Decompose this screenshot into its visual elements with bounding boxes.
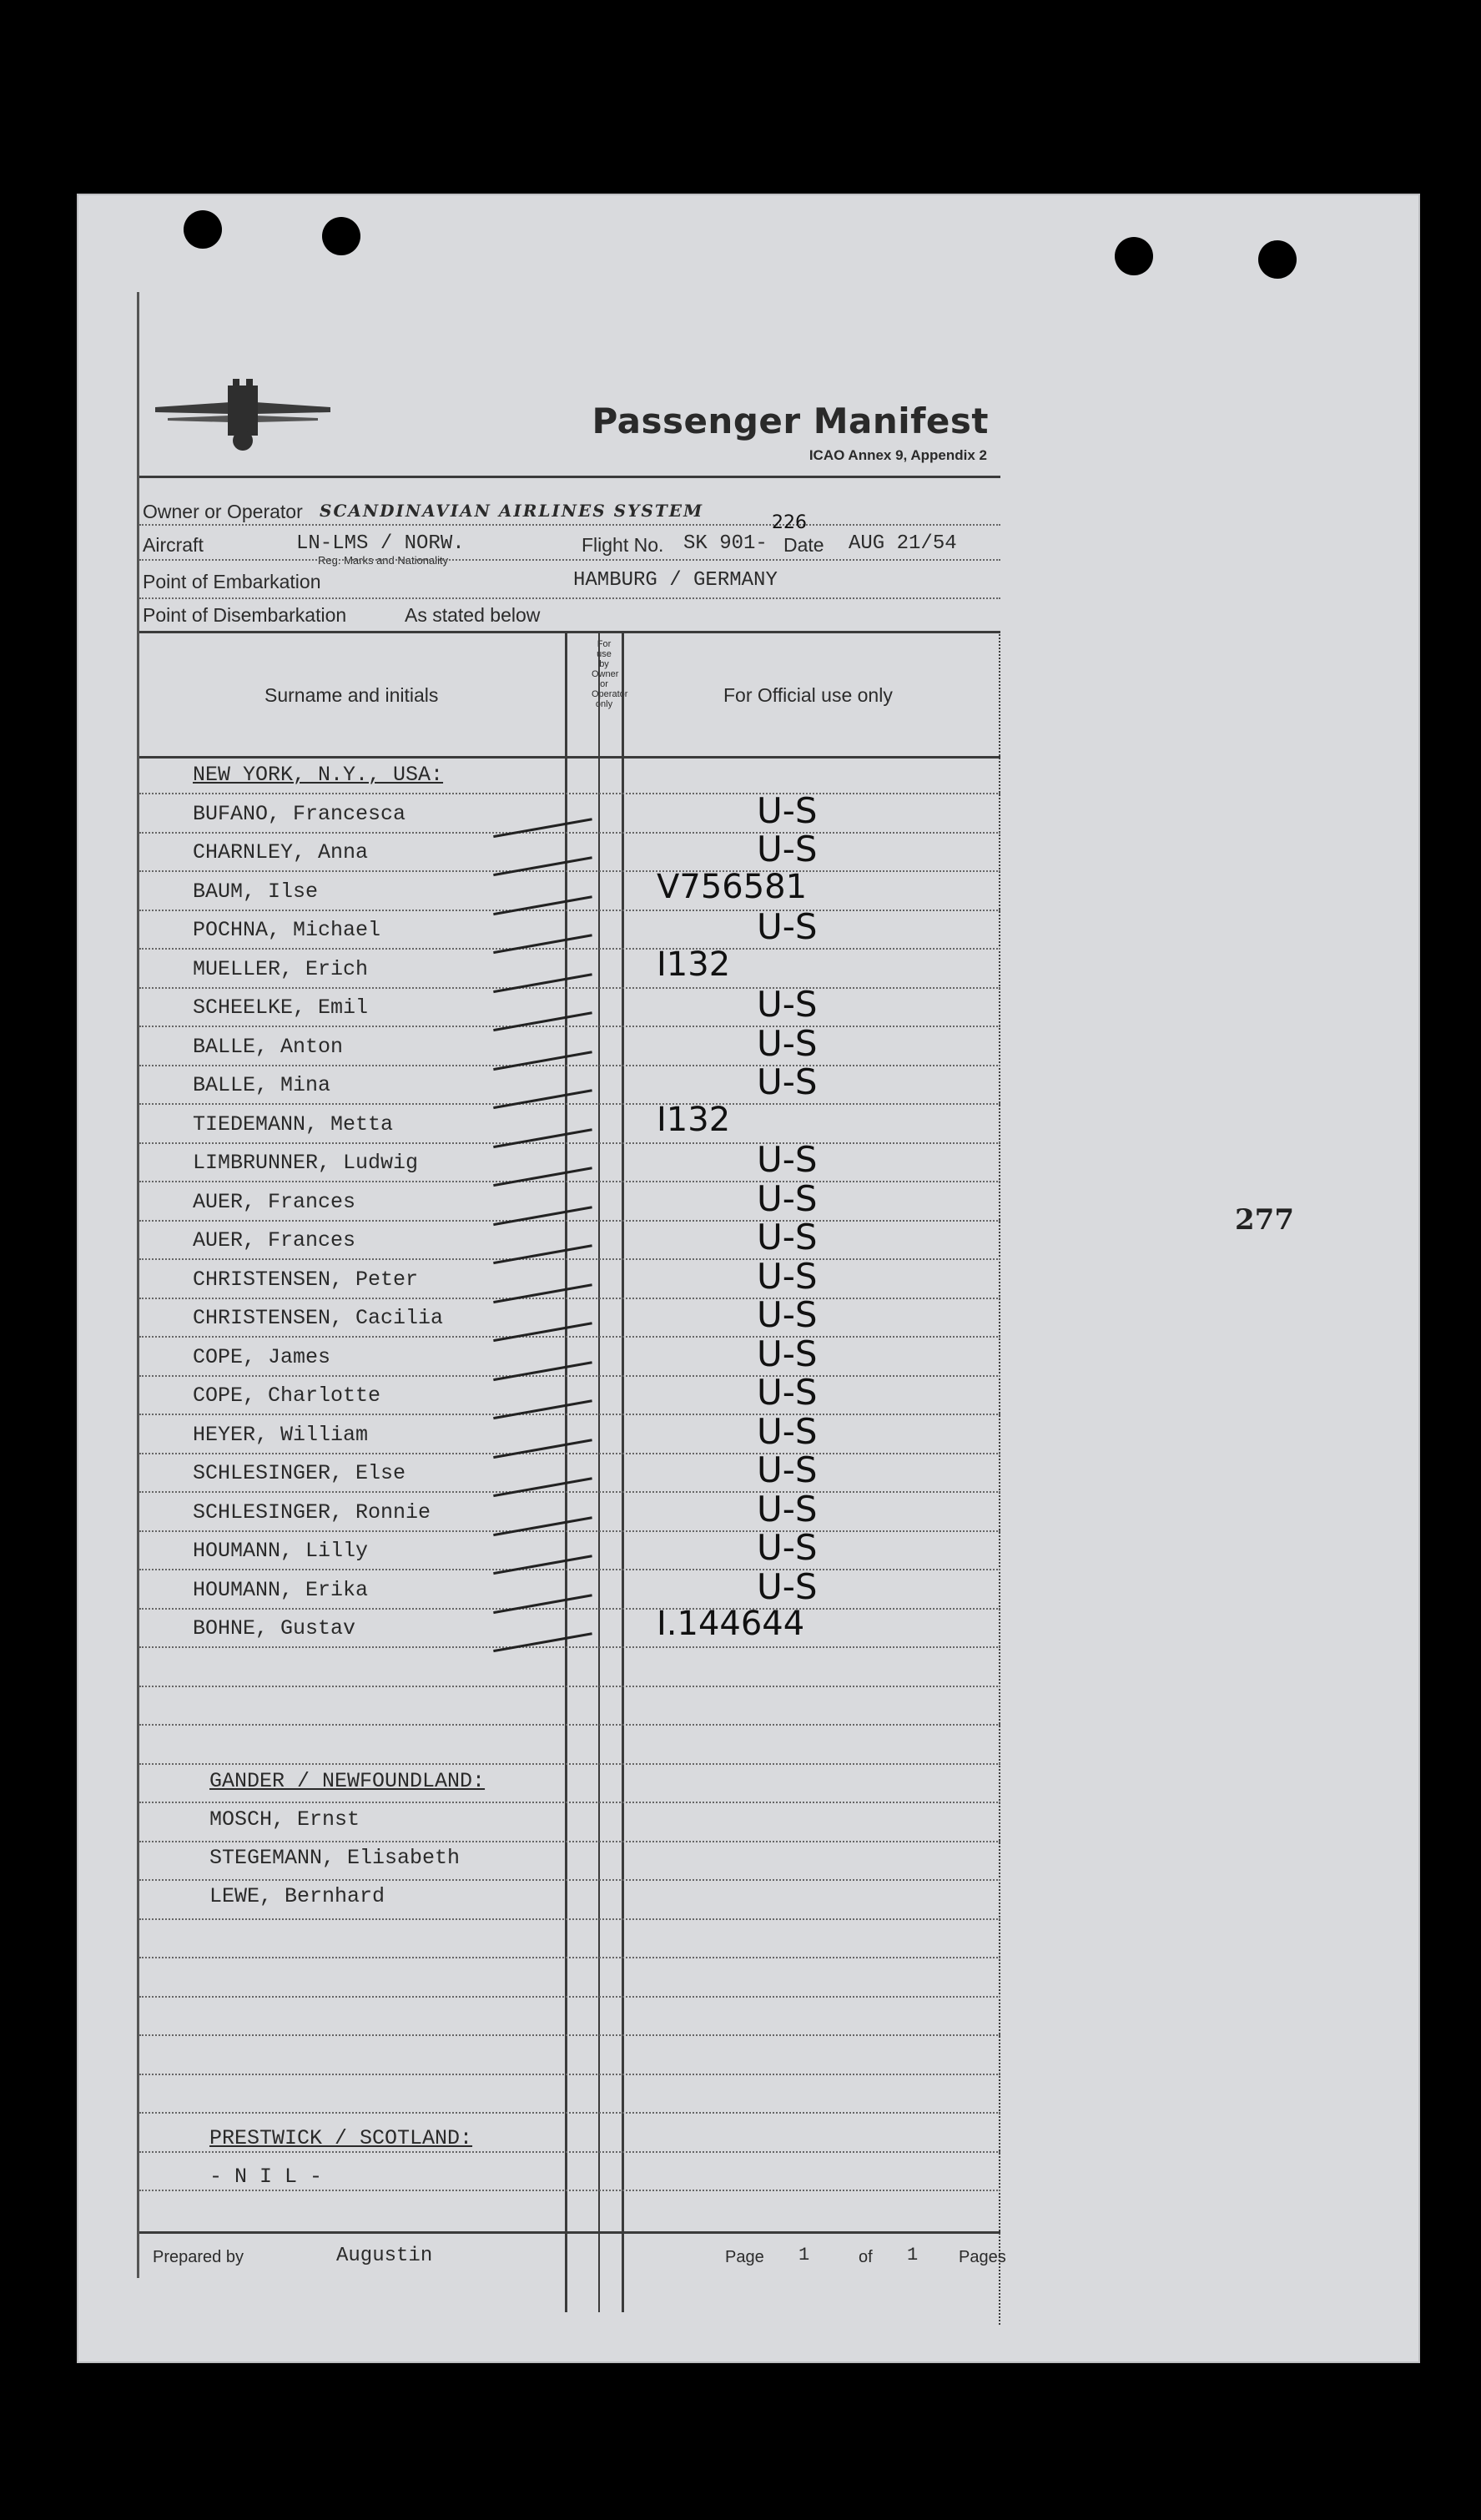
passenger-name: HOUMANN, Erika: [193, 1577, 369, 1602]
row-rule: [139, 1879, 1000, 1881]
passenger-name: MUELLER, Erich: [193, 956, 369, 981]
column-header-owner-use: For use by Owner or Operator only: [592, 639, 628, 709]
owner-label: Owner or Operator: [143, 501, 303, 522]
of-value: 1: [907, 2245, 919, 2265]
passenger-name: LEWE, Bernhard: [209, 1884, 385, 1908]
passenger-name: MOSCH, Ernst: [209, 1807, 360, 1832]
official-mark: U-S: [757, 1410, 818, 1452]
row-rule: [139, 1763, 1000, 1765]
row-rule: [139, 1686, 1000, 1687]
official-mark: I.144644: [657, 1605, 805, 1643]
airline-logo: [151, 372, 335, 456]
official-mark: U-S: [757, 1139, 818, 1180]
embark-label: Point of Embarkation: [143, 571, 321, 592]
passenger-name: CHRISTENSEN, Peter: [193, 1267, 419, 1292]
prepared-label: Prepared by: [153, 2248, 244, 2266]
passenger-name: BAUM, Ilse: [193, 879, 319, 904]
destination-heading: PRESTWICK / SCOTLAND:: [209, 2126, 473, 2150]
passenger-name: STEGEMANN, Elisabeth: [209, 1846, 461, 1870]
form-title: Passenger Manifest: [592, 401, 989, 441]
official-mark: U-S: [757, 1177, 818, 1219]
date-label: Date: [783, 534, 824, 556]
passenger-name: BOHNE, Gustav: [193, 1616, 356, 1641]
row-rule: [139, 2151, 1000, 2153]
official-mark: U-S: [757, 1449, 818, 1490]
divider: [139, 756, 1000, 759]
passenger-name: TIEDEMANN, Metta: [193, 1111, 394, 1137]
row-rule: [139, 1918, 1000, 1920]
aircraft-value: LN-LMS / NORW.: [296, 532, 465, 555]
passenger-name: SCHLESINGER, Ronnie: [193, 1499, 431, 1525]
punch-hole: [1115, 237, 1153, 275]
official-mark: U-S: [757, 829, 818, 869]
official-mark: U-S: [757, 1294, 818, 1335]
row-rule: [139, 1996, 1000, 1998]
official-mark: I132: [657, 1100, 731, 1139]
official-mark: U-S: [757, 984, 818, 1025]
embark-value: HAMBURG / GERMANY: [573, 569, 778, 592]
column-rule: [999, 631, 1000, 2325]
passenger-name: BALLE, Anton: [193, 1034, 344, 1059]
passenger-name: AUER, Frances: [193, 1228, 356, 1252]
official-mark: U-S: [757, 1488, 818, 1530]
passenger-name: LIMBRUNNER, Ludwig: [193, 1151, 419, 1175]
column-header-official: For Official use only: [723, 684, 893, 706]
passenger-name: HOUMANN, Lilly: [193, 1539, 369, 1563]
passenger-name: - N I L -: [209, 2165, 323, 2189]
official-mark: U-S: [757, 1061, 818, 1102]
aircraft-label: Aircraft: [143, 534, 204, 556]
disembark-label: Point of Disembarkation: [143, 604, 347, 626]
passenger-name: SCHLESINGER, Else: [193, 1461, 406, 1485]
row-rule: [139, 1957, 1000, 1958]
divider: [139, 524, 1000, 526]
row-rule: [139, 1724, 1000, 1726]
stamp-number: 277: [1235, 1203, 1294, 1237]
passenger-name: CHARNLEY, Anna: [193, 840, 369, 864]
punch-hole: [184, 210, 222, 249]
row-rule: [139, 1646, 1000, 1648]
reg-note: Reg. Marks and Nationality: [318, 554, 449, 567]
row-rule: [139, 2074, 1000, 2075]
passenger-name: CHRISTENSEN, Cacilia: [193, 1306, 444, 1330]
official-mark: I132: [657, 945, 731, 984]
form-subtitle: ICAO Annex 9, Appendix 2: [809, 447, 987, 463]
row-rule: [139, 1841, 1000, 1842]
owner-value: SCANDINAVIAN AIRLINES SYSTEM: [320, 501, 704, 521]
column-rule: [598, 631, 600, 2312]
prepared-value: Augustin: [336, 2245, 433, 2267]
of-label: of: [859, 2248, 873, 2266]
divider: [139, 2231, 1000, 2234]
date-value: AUG 21/54: [849, 532, 957, 555]
row-rule: [139, 2034, 1000, 2036]
row-rule: [139, 2190, 1000, 2191]
punch-hole: [1258, 240, 1297, 279]
manifest-sheet: [77, 194, 1420, 2363]
row-rule: [139, 1802, 1000, 1803]
official-mark: U-S: [757, 906, 818, 947]
official-mark: U-S: [757, 1527, 818, 1568]
pages-label: Pages: [959, 2248, 1006, 2266]
flight-label: Flight No.: [582, 534, 664, 556]
passenger-name: AUER, Frances: [193, 1189, 356, 1214]
official-mark: U-S: [757, 1333, 818, 1374]
passenger-name: BUFANO, Francesca: [193, 801, 406, 826]
passenger-name: HEYER, William: [193, 1422, 369, 1447]
column-header-surname: Surname and initials: [264, 684, 439, 706]
official-mark: U-S: [757, 789, 818, 831]
passenger-name: SCHEELKE, Emil: [193, 995, 369, 1020]
flight-handwritten: 226: [772, 512, 807, 533]
destination-heading: GANDER / NEWFOUNDLAND:: [209, 1769, 486, 1793]
official-mark: U-S: [757, 1255, 818, 1297]
official-mark: V756581: [657, 867, 808, 906]
flight-value: SK 901-: [683, 532, 768, 555]
official-mark: U-S: [757, 1372, 818, 1413]
official-mark: U-S: [757, 1217, 818, 1257]
passenger-name: POCHNA, Michael: [193, 918, 381, 942]
page-label: Page: [725, 2248, 764, 2266]
official-mark: U-S: [757, 1022, 818, 1064]
punch-hole: [322, 217, 360, 255]
passenger-name: COPE, Charlotte: [193, 1383, 381, 1408]
divider: [139, 559, 1000, 561]
row-rule: [139, 2112, 1000, 2114]
destination-heading: NEW YORK, N.Y., USA:: [193, 763, 444, 787]
passenger-name: BALLE, Mina: [193, 1073, 331, 1097]
manifest-form: [137, 292, 1006, 2278]
column-rule: [622, 631, 624, 2312]
divider: [139, 476, 1000, 478]
official-mark: U-S: [757, 1565, 818, 1607]
passenger-name: COPE, James: [193, 1344, 331, 1369]
divider: [139, 631, 1000, 633]
divider: [139, 597, 1000, 599]
page-value: 1: [798, 2245, 810, 2265]
disembark-value: As stated below: [405, 604, 541, 626]
